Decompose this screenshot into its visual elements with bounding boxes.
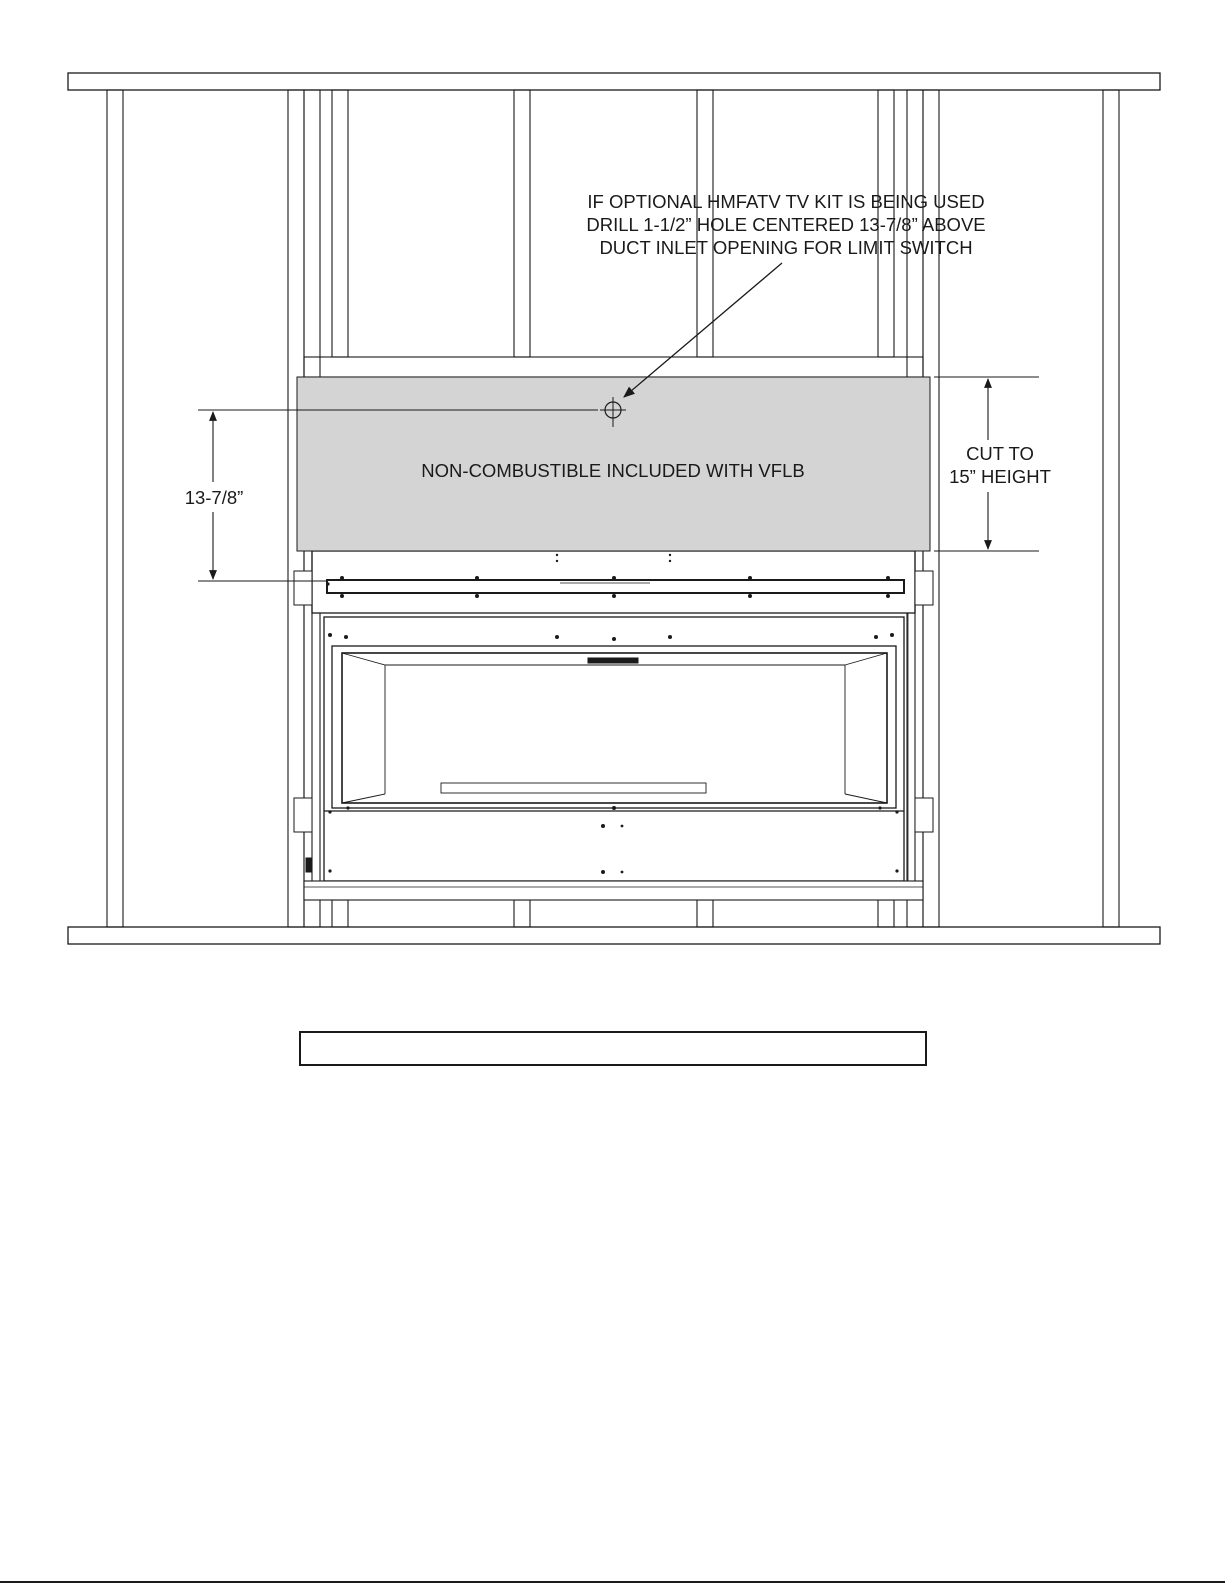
standoff-right-bottom — [915, 798, 933, 832]
standoff-left-top — [294, 571, 312, 605]
standoff-left-bottom — [294, 798, 312, 832]
unit-face — [324, 617, 904, 881]
callout-note — [586, 191, 985, 258]
right-dimension-line-2: 15” HEIGHT — [949, 466, 1051, 487]
fireplace-unit — [294, 551, 933, 900]
top-latch — [588, 658, 638, 663]
stud-low-center-right — [697, 900, 713, 927]
footer-rule — [0, 1581, 1225, 1583]
caption-box — [299, 1031, 927, 1066]
right-dimension-line-1: CUT TO — [966, 443, 1034, 464]
callout-line-3: DUCT INLET OPENING FOR LIMIT SWITCH — [599, 237, 973, 258]
header — [304, 357, 923, 377]
stud-low-center-left — [514, 900, 530, 927]
stud-center-left — [514, 90, 530, 357]
callout-line-2: DRILL 1-1/2” HOLE CENTERED 13-7/8” ABOVE — [586, 214, 986, 235]
bottom-plate — [68, 927, 1160, 944]
stud-left-cripple — [332, 90, 348, 357]
base-plate — [304, 881, 923, 900]
junction-box — [306, 858, 312, 872]
stud-right-outer — [1103, 90, 1119, 927]
panel-label: NON-COMBUSTIBLE INCLUDED WITH VFLB — [421, 460, 805, 481]
standoff-right-top — [915, 571, 933, 605]
duct-inlet-opening — [327, 580, 904, 593]
stud-left-outer — [107, 90, 123, 927]
stud-low-cripple-right — [878, 900, 894, 927]
callout-line-1: IF OPTIONAL HMFATV TV KIT IS BEING USED — [587, 191, 985, 212]
right-dimension — [934, 377, 1039, 551]
top-plate — [68, 73, 1160, 90]
stud-low-cripple-left — [332, 900, 348, 927]
left-dimension-label: 13-7/8” — [184, 487, 244, 508]
